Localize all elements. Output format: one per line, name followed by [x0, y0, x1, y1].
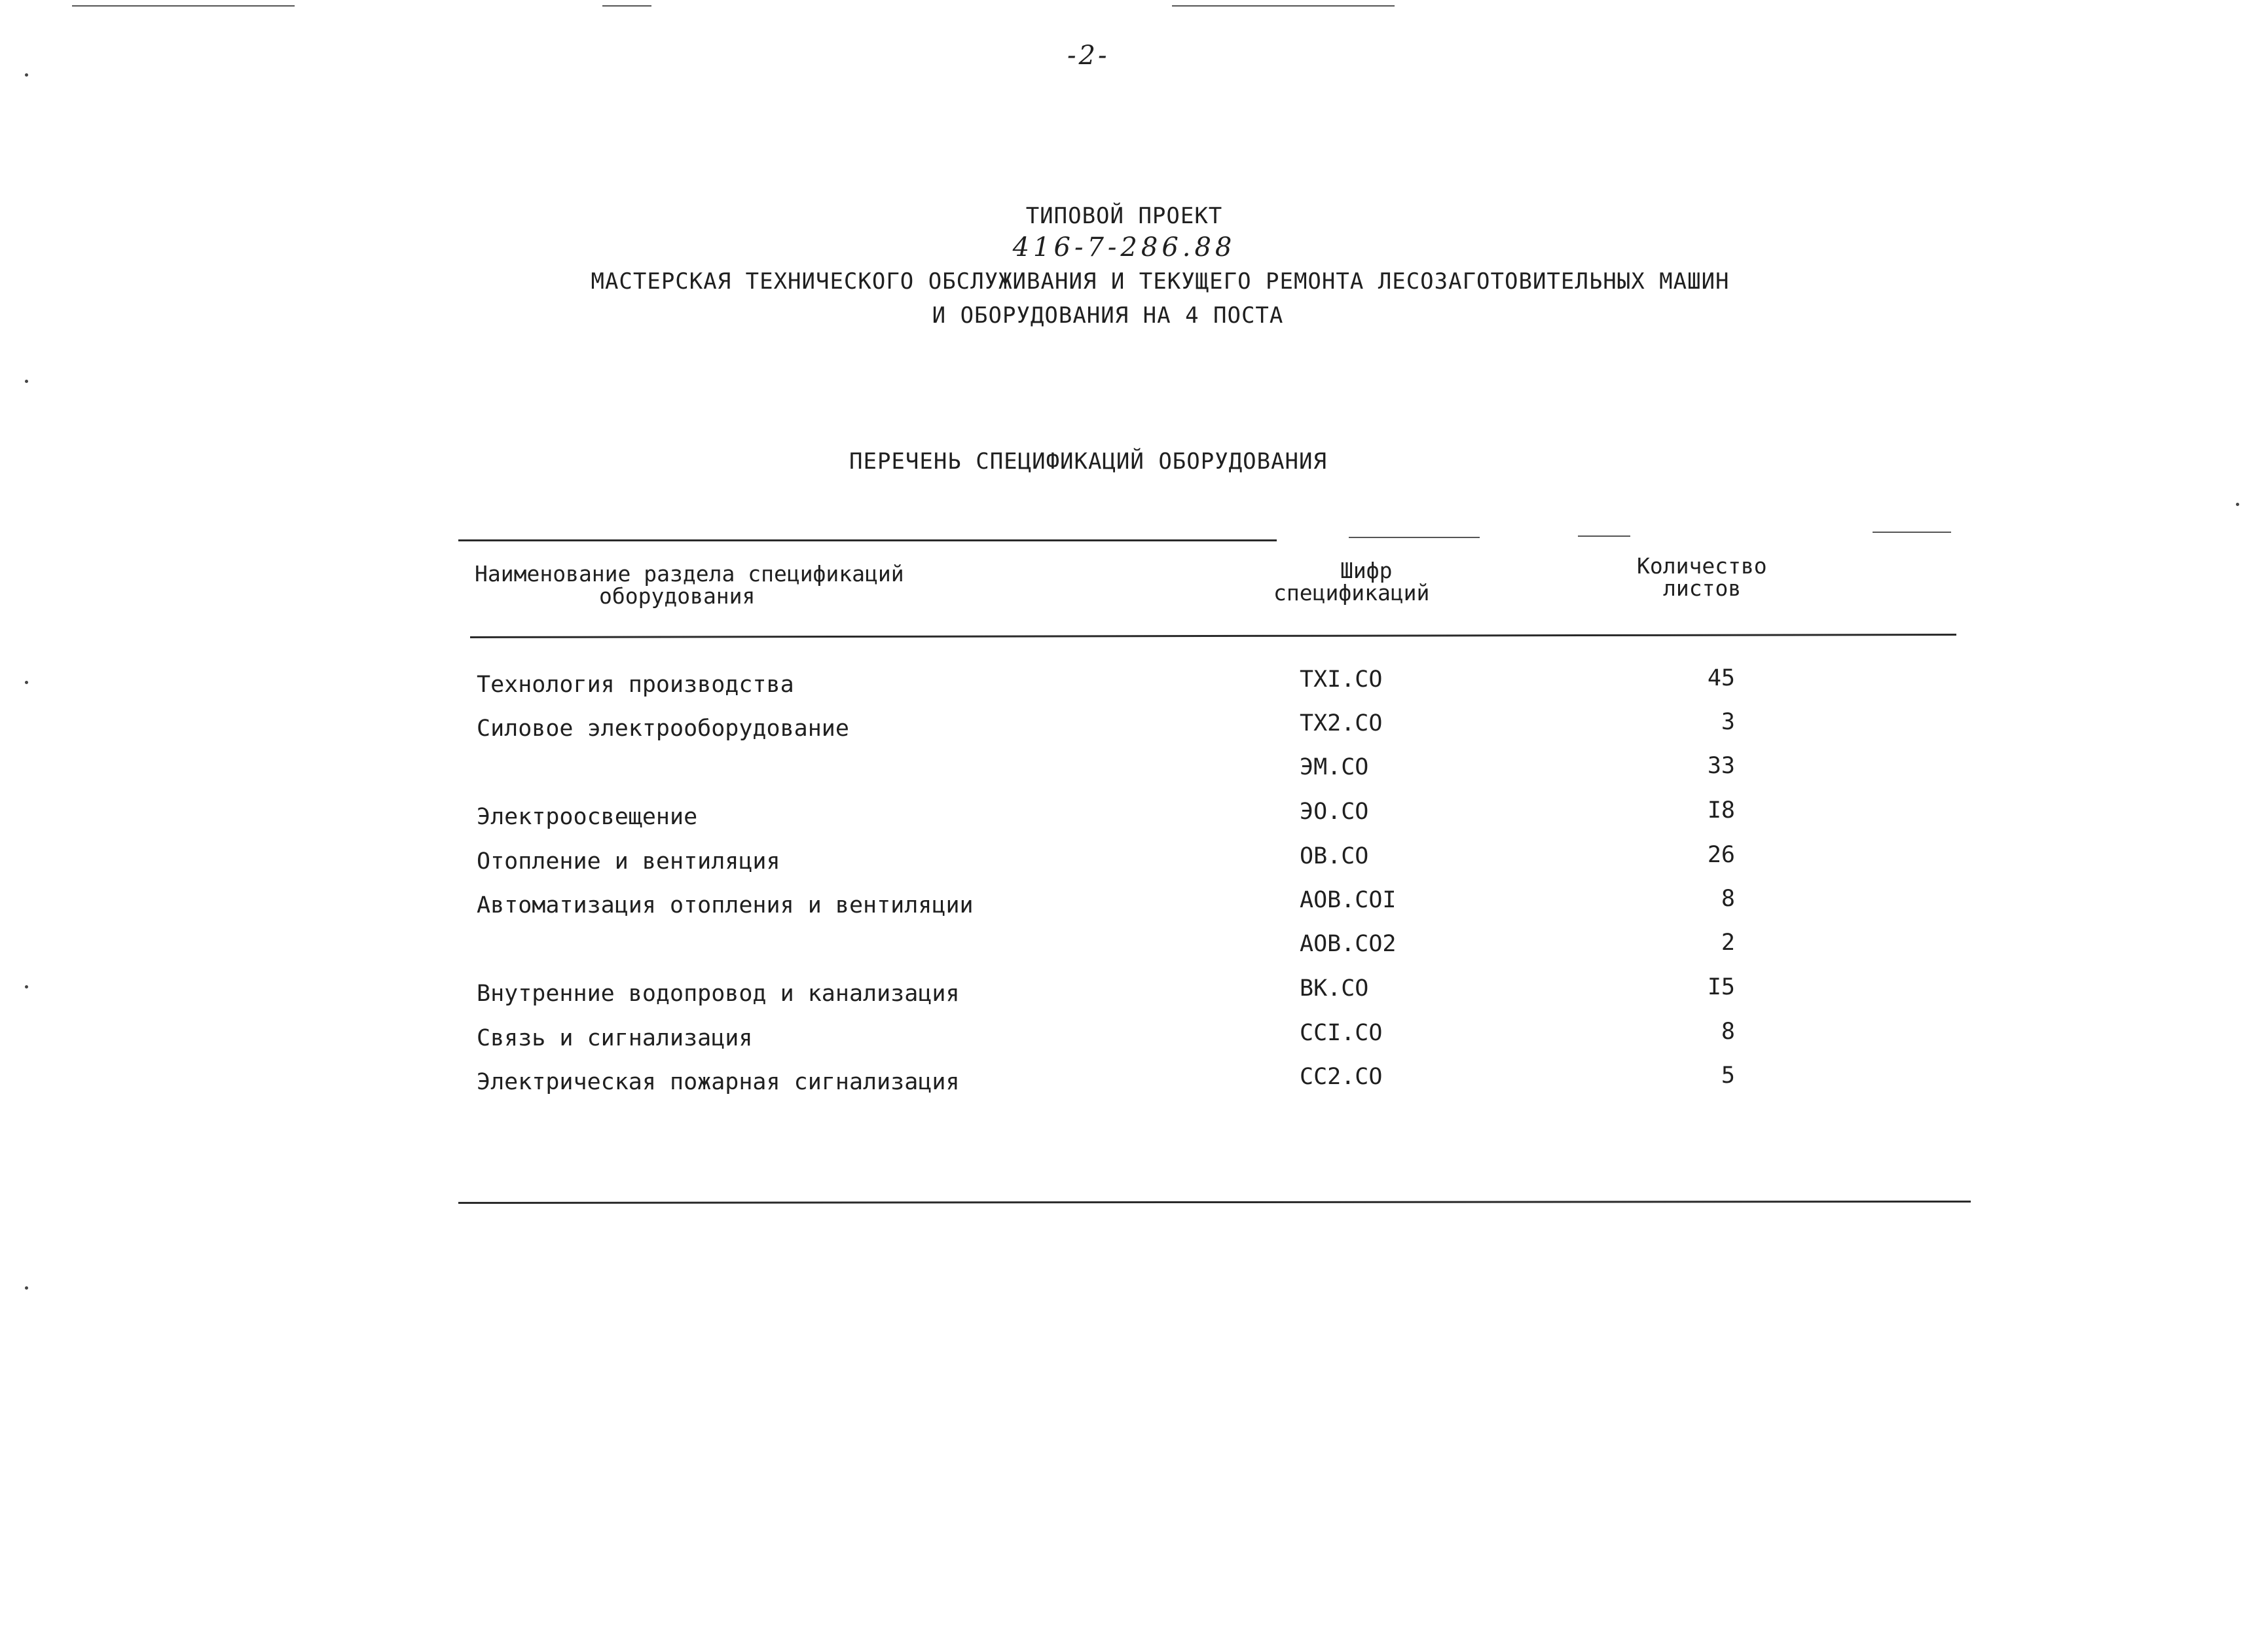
- column-header-code: [1273, 560, 1429, 604]
- table-top-rule-fragment: [1873, 532, 1951, 533]
- column-header-code-line1: Шифр: [1340, 558, 1393, 583]
- row-spec-code: ОВ.СО: [1300, 843, 1369, 869]
- row-section-name: Отопление и вентиляция: [477, 848, 780, 875]
- project-code: 416-7-286.88: [1012, 232, 1236, 263]
- row-spec-code: ВК.СО: [1300, 975, 1369, 1002]
- row-sheet-count: 2: [1721, 930, 1735, 956]
- row-section-name: Электрическая пожарная сигнализация: [477, 1069, 960, 1095]
- column-header-name: [475, 563, 904, 607]
- column-header-sheets-line1: Количество: [1637, 553, 1767, 579]
- row-sheet-count: 45: [1707, 665, 1735, 691]
- row-sheet-count: I8: [1707, 797, 1735, 824]
- row-section-name: Силовое электрооборудование: [477, 716, 849, 742]
- list-title: ПЕРЕЧЕНЬ СПЕЦИФИКАЦИЙ ОБОРУДОВАНИЯ: [849, 448, 1327, 475]
- table-top-rule-fragment: [1349, 537, 1480, 538]
- table-row: [0, 666, 2268, 706]
- row-spec-code: ТХ2.СО: [1300, 710, 1383, 736]
- table-row: [0, 843, 2268, 882]
- row-sheet-count: 5: [1721, 1062, 1735, 1089]
- table-bottom-rule: [458, 1201, 1971, 1204]
- column-header-name-line2: оборудования: [599, 583, 756, 609]
- column-header-sheets-line2: листов: [1663, 575, 1742, 601]
- table-row: [0, 975, 2268, 1015]
- table-row: [0, 1064, 2268, 1103]
- row-spec-code: АОВ.СОI: [1300, 887, 1397, 913]
- row-section-name: Связь и сигнализация: [477, 1025, 753, 1051]
- column-header-sheets: [1637, 555, 1767, 600]
- header-bottom-rule: [470, 634, 1956, 638]
- row-spec-code: ССI.СО: [1300, 1020, 1383, 1046]
- row-section-name: Электроосвещение: [477, 804, 698, 830]
- scan-artifact-line: [602, 5, 651, 7]
- column-header-code-line2: спецификаций: [1273, 580, 1430, 606]
- scan-speck: [25, 1286, 28, 1290]
- row-sheet-count: 33: [1707, 753, 1735, 779]
- scan-speck: [25, 73, 28, 77]
- row-spec-code: АОВ.СО2: [1300, 931, 1397, 957]
- page-number: -2-: [1067, 41, 1110, 71]
- scan-artifact-line: [1172, 5, 1395, 7]
- table-row: [0, 710, 2268, 750]
- row-section-name: Автоматизация отопления и вентиляции: [477, 892, 974, 918]
- row-spec-code: ЭО.СО: [1300, 799, 1369, 825]
- row-sheet-count: 26: [1707, 842, 1735, 868]
- table-top-rule-fragment: [1578, 535, 1630, 537]
- row-sheet-count: 8: [1721, 886, 1735, 912]
- table-row: [0, 931, 2268, 970]
- table-row: [0, 887, 2268, 926]
- header-subtitle-line2: И ОБОРУДОВАНИЯ НА 4 ПОСТА: [932, 302, 1284, 329]
- table-row: [0, 754, 2268, 793]
- table-top-rule: [458, 539, 1277, 541]
- header-title: ТИПОВОЙ ПРОЕКТ: [1025, 203, 1223, 229]
- scan-speck: [25, 380, 28, 383]
- scan-speck: [2236, 503, 2239, 506]
- table-row: [0, 1020, 2268, 1059]
- row-section-name: Технология производства: [477, 672, 794, 698]
- row-spec-code: СС2.СО: [1300, 1064, 1383, 1090]
- row-spec-code: ТХI.СО: [1300, 666, 1383, 693]
- row-sheet-count: 3: [1721, 709, 1735, 735]
- header-subtitle-line1: МАСТЕРСКАЯ ТЕХНИЧЕСКОГО ОБСЛУЖИВАНИЯ И ТЕКУЩЕГО РЕМОНТА ЛЕСОЗАГОТОВИТЕЛЬНЫХ МАШИН: [591, 268, 1730, 295]
- row-sheet-count: I5: [1707, 974, 1735, 1000]
- row-spec-code: ЭМ.СО: [1300, 754, 1369, 780]
- row-section-name: Внутренние водопровод и канализация: [477, 981, 960, 1007]
- row-sheet-count: 8: [1721, 1019, 1735, 1045]
- column-header-name-line1: Наименование раздела спецификаций: [475, 561, 904, 587]
- table-row: [0, 799, 2268, 838]
- scan-artifact-line: [72, 5, 295, 7]
